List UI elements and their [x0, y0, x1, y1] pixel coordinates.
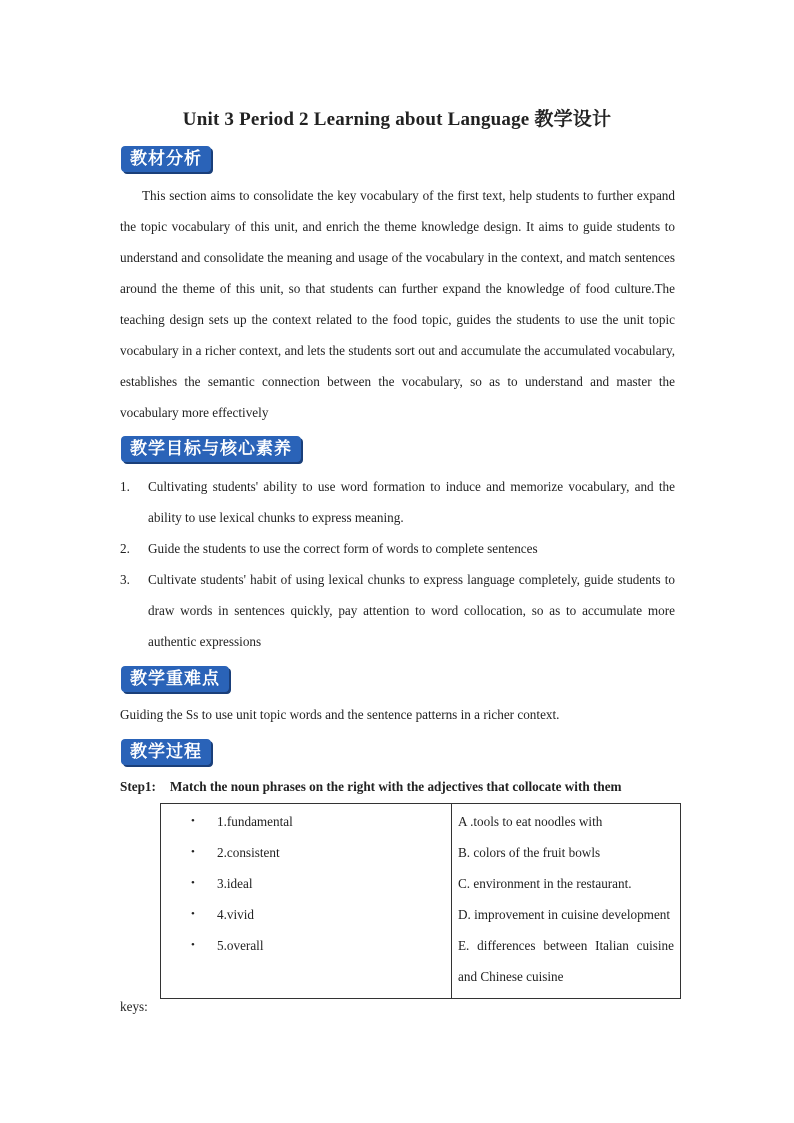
table-row: A .tools to eat noodles with — [458, 814, 603, 829]
table-row: E. differences between Italian cuisine and Chinese cuisine — [458, 938, 674, 984]
list-text: Guide the students to use the correct form of words to complete sentences — [148, 541, 538, 556]
adjective: 5.overall — [217, 938, 264, 953]
table-row — [191, 868, 445, 899]
table-row — [191, 899, 445, 930]
analysis-text: This section aims to consolidate the key vocabulary of the first text, help students to further expand the topic vocabulary of this unit, and enrich the theme knowledge design. It aims to guide students to understand and consolidate the meaning and usage of the vocabulary in the context, and match sentences around the theme of this unit, so that students can further expand the knowledge of food culture.The teaching design sets up the context related to the food topic, guides the students to use the unit topic vocabulary in a richer context, and lets the students sort out and accumulate the accumulated vocabulary, establishes the semantic connection between the vocabulary, so as to understand and master the vocabulary more effectively — [120, 188, 675, 420]
list-text: Cultivating students' ability to use word formation to induce and memorize vocabulary, and the ability to use lexical chunks to express meaning. — [148, 479, 675, 525]
matching-table — [160, 803, 681, 999]
table-row — [191, 806, 445, 837]
analysis-paragraph — [120, 180, 675, 428]
table-row: B. colors of the fruit bowls — [458, 845, 601, 860]
table-row: C. environment in the restaurant. — [458, 876, 632, 891]
section-heading-objectives: 教学目标与核心素养 — [121, 436, 301, 462]
keys-label: keys: — [120, 999, 148, 1014]
table-row — [191, 837, 445, 868]
adjective: 4.vivid — [217, 907, 254, 922]
table-row — [191, 930, 445, 961]
bullet-icon: • — [191, 908, 195, 920]
list-number: 2. — [120, 541, 130, 556]
bullet-icon: • — [191, 815, 195, 827]
section-heading-process: 教学过程 — [121, 739, 211, 765]
step-text: Match the noun phrases on the right with the adjectives that collocate with them — [169, 779, 622, 794]
adjective: 3.ideal — [217, 876, 253, 891]
bullet-icon: • — [191, 939, 195, 951]
objectives-list — [120, 471, 675, 657]
key-points-text: Guiding the Ss to use unit topic words and the sentence patterns in a richer context. — [120, 707, 560, 722]
table-row: D. improvement in cuisine development — [458, 907, 671, 922]
list-item — [120, 533, 675, 564]
section-heading-key-points: 教学重难点 — [121, 666, 229, 692]
adjective: 2.consistent — [217, 845, 280, 860]
bullet-icon: • — [191, 846, 195, 858]
phrases-column — [452, 804, 681, 999]
list-text: Cultivate students' habit of using lexical chunks to express language completely, guide students to draw words in sentences quickly, pay attention to word collocation, so as to accumulate more authentic expressions — [148, 572, 675, 649]
bullet-icon: • — [191, 877, 195, 889]
adjective: 1.fundamental — [217, 814, 293, 829]
step-instruction — [120, 779, 622, 795]
list-number: 1. — [120, 479, 130, 494]
step-label: Step1: — [120, 779, 156, 794]
section-heading-analysis: 教材分析 — [121, 146, 211, 172]
list-item — [120, 471, 675, 533]
adjectives-column — [161, 804, 452, 999]
page-title: Unit 3 Period 2 Learning about Language 教学设计 — [182, 109, 612, 130]
list-number: 3. — [120, 572, 130, 587]
list-item — [120, 564, 675, 657]
